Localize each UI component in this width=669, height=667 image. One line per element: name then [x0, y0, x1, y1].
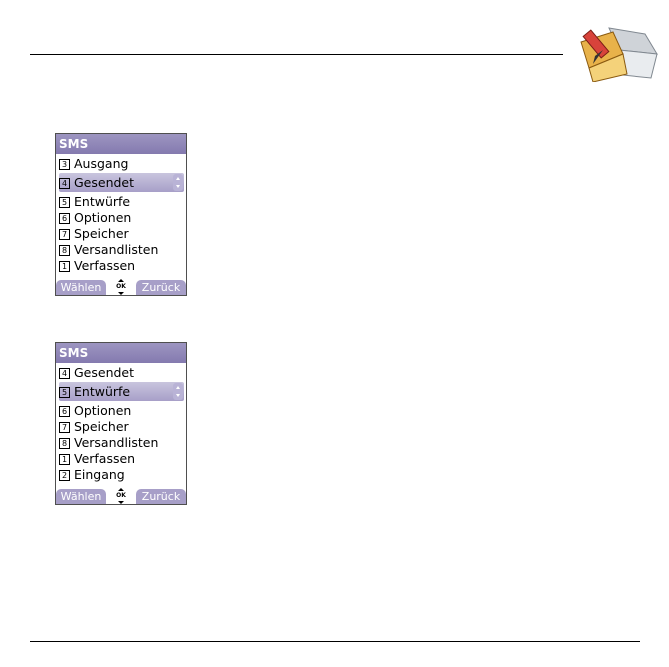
back-softkey-button[interactable]: Zurück: [136, 489, 186, 504]
menu-item-label: Eingang: [74, 467, 125, 482]
bottom-divider: [30, 641, 640, 642]
menu-item-versandlisten[interactable]: [59, 435, 186, 451]
menu-item-entwuerfe[interactable]: [59, 194, 186, 210]
ok-nav-icon[interactable]: OK: [115, 488, 127, 504]
menu-item-eingang[interactable]: [59, 467, 186, 483]
menu-item-ausgang[interactable]: [59, 156, 186, 172]
number-badge: 2: [59, 470, 70, 481]
menu-item-label: Versandlisten: [74, 435, 159, 450]
menu-item-label: Ausgang: [74, 156, 129, 171]
menu-item-gesendet-selected[interactable]: [59, 173, 184, 192]
number-badge: 1: [59, 261, 70, 272]
menu-item-label: Verfassen: [74, 258, 136, 273]
back-softkey-button[interactable]: Zurück: [136, 280, 186, 295]
number-badge: 8: [59, 438, 70, 449]
sms-envelope-pencil-icon: [573, 24, 659, 82]
menu-item-label: Speicher: [74, 419, 129, 434]
phone-screen-2: [55, 342, 187, 505]
menu-item-entwuerfe-selected[interactable]: [59, 382, 184, 401]
menu-item-label: Optionen: [74, 403, 132, 418]
scroll-indicator-icon: [173, 174, 183, 191]
menu-item-label: Gesendet: [74, 365, 135, 380]
number-badge: 4: [59, 178, 70, 189]
softkey-bar: [56, 279, 186, 295]
menu-item-optionen[interactable]: [59, 210, 186, 226]
ok-nav-icon[interactable]: OK: [115, 279, 127, 295]
menu-item-label: Entwürfe: [74, 384, 131, 399]
menu-item-verfassen[interactable]: [59, 451, 186, 467]
menu-item-label: Gesendet: [74, 175, 135, 190]
number-badge: 4: [59, 368, 70, 379]
menu-item-gesendet[interactable]: [59, 365, 186, 381]
select-softkey-button[interactable]: Wählen: [56, 280, 106, 295]
sms-menu: [56, 363, 186, 483]
softkey-bar: [56, 488, 186, 504]
top-divider: [30, 54, 563, 55]
menu-item-speicher[interactable]: [59, 419, 186, 435]
number-badge: 7: [59, 422, 70, 433]
sms-menu: [56, 154, 186, 274]
phone-screen-1: [55, 133, 187, 296]
number-badge: 1: [59, 454, 70, 465]
menu-item-verfassen[interactable]: [59, 258, 186, 274]
number-badge: 8: [59, 245, 70, 256]
screen-title: SMS: [56, 134, 186, 154]
number-badge: 7: [59, 229, 70, 240]
number-badge: 6: [59, 213, 70, 224]
select-softkey-button[interactable]: Wählen: [56, 489, 106, 504]
menu-item-label: Optionen: [74, 210, 132, 225]
menu-item-label: Speicher: [74, 226, 129, 241]
menu-item-label: Entwürfe: [74, 194, 131, 209]
number-badge: 5: [59, 387, 70, 398]
menu-item-speicher[interactable]: [59, 226, 186, 242]
menu-item-label: Verfassen: [74, 451, 136, 466]
number-badge: 3: [59, 159, 70, 170]
menu-item-optionen[interactable]: [59, 403, 186, 419]
scroll-indicator-icon: [173, 383, 183, 400]
menu-item-versandlisten[interactable]: [59, 242, 186, 258]
number-badge: 6: [59, 406, 70, 417]
menu-item-label: Versandlisten: [74, 242, 159, 257]
screen-title: SMS: [56, 343, 186, 363]
number-badge: 5: [59, 197, 70, 208]
